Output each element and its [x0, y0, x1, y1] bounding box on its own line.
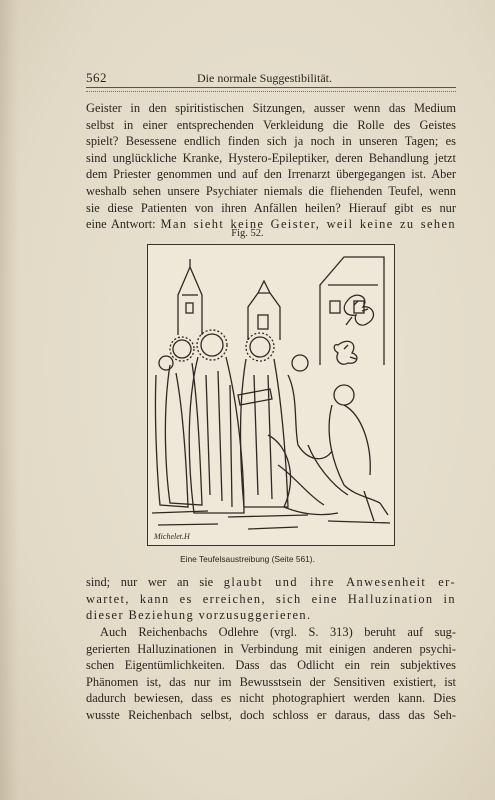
running-title: Die normale Suggestibilität. — [197, 71, 332, 85]
page-number: 562 — [86, 70, 107, 85]
paragraph-2 — [86, 574, 456, 624]
spaced-emphasis-text: glaubt und ihre Anwesenheit er- — [223, 575, 456, 589]
text-line: weshalb sehen unsere Psychiater niemals die fliehenden Teufel, wenn — [86, 183, 456, 198]
text-line: wartet, kann es erreichen, sich eine Halluzination in — [86, 591, 456, 606]
text-line: Phänomen ist, das nur im Bewusstsein der Sensitiven existiert, ist — [86, 674, 456, 689]
text-line: wusste Reichenbach selbst, doch schloss er daraus, dass das Seh- — [86, 707, 456, 722]
artist-signature: Michelet.H — [154, 532, 190, 541]
figure-label: Fig. 52. — [231, 228, 264, 239]
text-line: Auch Reichenbachs Odlehre (vrgl. S. 313) beruht auf sug- — [100, 625, 456, 639]
text-line: Geister in den spiritistischen Sitzungen, ausser wenn das Medium — [86, 101, 456, 115]
paragraph-3 — [86, 624, 456, 724]
text-line: dadurch bewiesen, dass es nicht photographiert werden kann. Dies — [86, 691, 456, 706]
spaced-emphasis-text: Man sieht keine Geister, weil keine zu sehen — [160, 217, 457, 232]
text-line: dem Priester genommen und auf den Irrenarzt übergegangen ist. Aber — [86, 167, 456, 182]
header-rule — [86, 87, 456, 92]
figure-caption: Eine Teufelsaustreibung (Seite 561). — [180, 554, 315, 564]
text-line: gerierten Halluzinationen in Verbindung mit einigen anderen psychi- — [86, 641, 456, 656]
text-line: sie diese Patienten von ihren Anfällen heilen? Hierauf gibt es nur — [86, 200, 456, 215]
plain-text: eine Antwort: — [86, 217, 161, 232]
text-line: sind unglückliche Kranke, Hystero-Epileptiker, deren Behandlung jetzt — [86, 150, 456, 165]
text-line: selbst in einer entsprechenden Verkleidung die Rolle des Geistes — [86, 117, 456, 132]
exorcism-woodcut-image — [148, 245, 394, 545]
plain-text: sind; nur wer an sie — [86, 575, 224, 589]
text-line: schen Eigentümlichkeiten. Dass das Odlicht ein rein subjektives — [86, 658, 456, 673]
text-line: dieser Beziehung vorzusuggerieren. — [86, 608, 312, 623]
paragraph-1 — [86, 100, 456, 233]
text-line: spielt? Besessene endlich finden sich ja noch in unseren Tagen; es — [86, 134, 456, 149]
woodcut-illustration — [147, 244, 395, 546]
text-line — [86, 574, 456, 591]
page-header — [86, 70, 456, 86]
